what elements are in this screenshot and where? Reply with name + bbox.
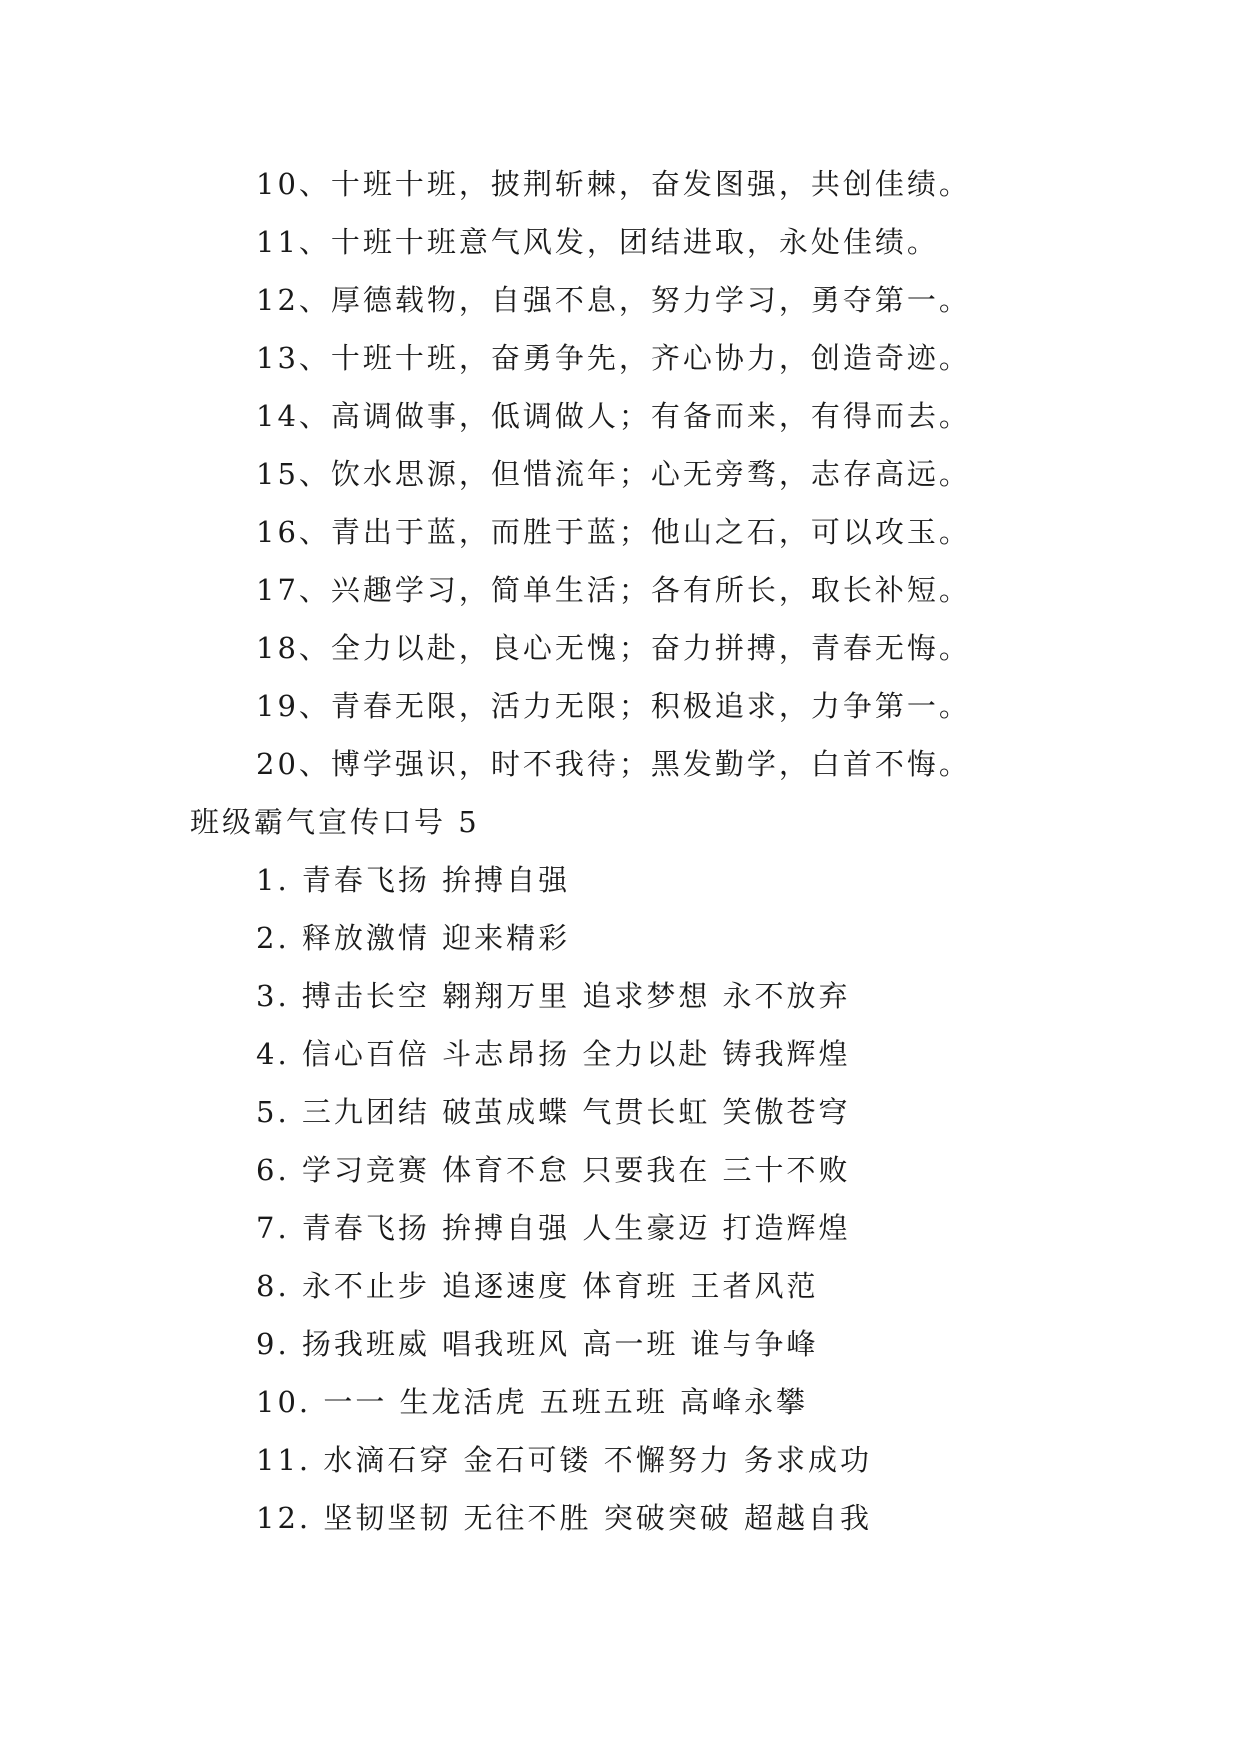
slogan-line: 1. 青春飞扬 拚搏自强	[256, 863, 571, 897]
slogan-line: 15、饮水思源，但惜流年；心无旁骛，志存高远。	[256, 457, 971, 491]
slogan-line: 10、十班十班，披荆斩棘，奋发图强，共创佳绩。	[256, 167, 971, 201]
slogan-line: 19、青春无限，活力无限；积极追求，力争第一。	[256, 689, 971, 723]
slogan-line: 11. 水滴石穿 金石可镂 不懈努力 务求成功	[256, 1443, 872, 1477]
slogan-line: 2. 释放激情 迎来精彩	[256, 921, 571, 955]
slogan-line: 20、博学强识，时不我待；黑发勤学，白首不悔。	[256, 747, 971, 781]
slogan-line: 3. 搏击长空 翱翔万里 追求梦想 永不放弃	[256, 979, 851, 1013]
slogan-line: 12. 坚韧坚韧 无往不胜 突破突破 超越自我	[256, 1501, 872, 1535]
slogan-line: 13、十班十班，奋勇争先，齐心协力，创造奇迹。	[256, 341, 971, 375]
slogan-line: 10. 一一 生龙活虎 五班五班 高峰永攀	[256, 1385, 808, 1419]
slogan-line: 5. 三九团结 破茧成蝶 气贯长虹 笑傲苍穹	[256, 1095, 851, 1129]
slogan-line: 16、青出于蓝，而胜于蓝；他山之石，可以攻玉。	[256, 515, 971, 549]
slogan-line: 12、厚德载物，自强不息，努力学习，勇夺第一。	[256, 283, 971, 317]
slogan-line: 4. 信心百倍 斗志昂扬 全力以赴 铸我辉煌	[256, 1037, 851, 1071]
slogan-line: 7. 青春飞扬 拚搏自强 人生豪迈 打造辉煌	[256, 1211, 851, 1245]
section-heading: 班级霸气宣传口号 5	[190, 805, 480, 839]
slogan-line: 18、全力以赴，良心无愧；奋力拼搏，青春无悔。	[256, 631, 971, 665]
slogan-line: 8. 永不止步 追逐速度 体育班 王者风范	[256, 1269, 819, 1303]
slogan-line: 11、十班十班意气风发，团结进取，永处佳绩。	[256, 225, 939, 259]
slogan-line: 17、兴趣学习，简单生活；各有所长，取长补短。	[256, 573, 971, 607]
slogan-line: 9. 扬我班威 唱我班风 高一班 谁与争峰	[256, 1327, 819, 1361]
slogan-line: 14、高调做事，低调做人；有备而来，有得而去。	[256, 399, 971, 433]
slogan-line: 6. 学习竞赛 体育不怠 只要我在 三十不败	[256, 1153, 851, 1187]
